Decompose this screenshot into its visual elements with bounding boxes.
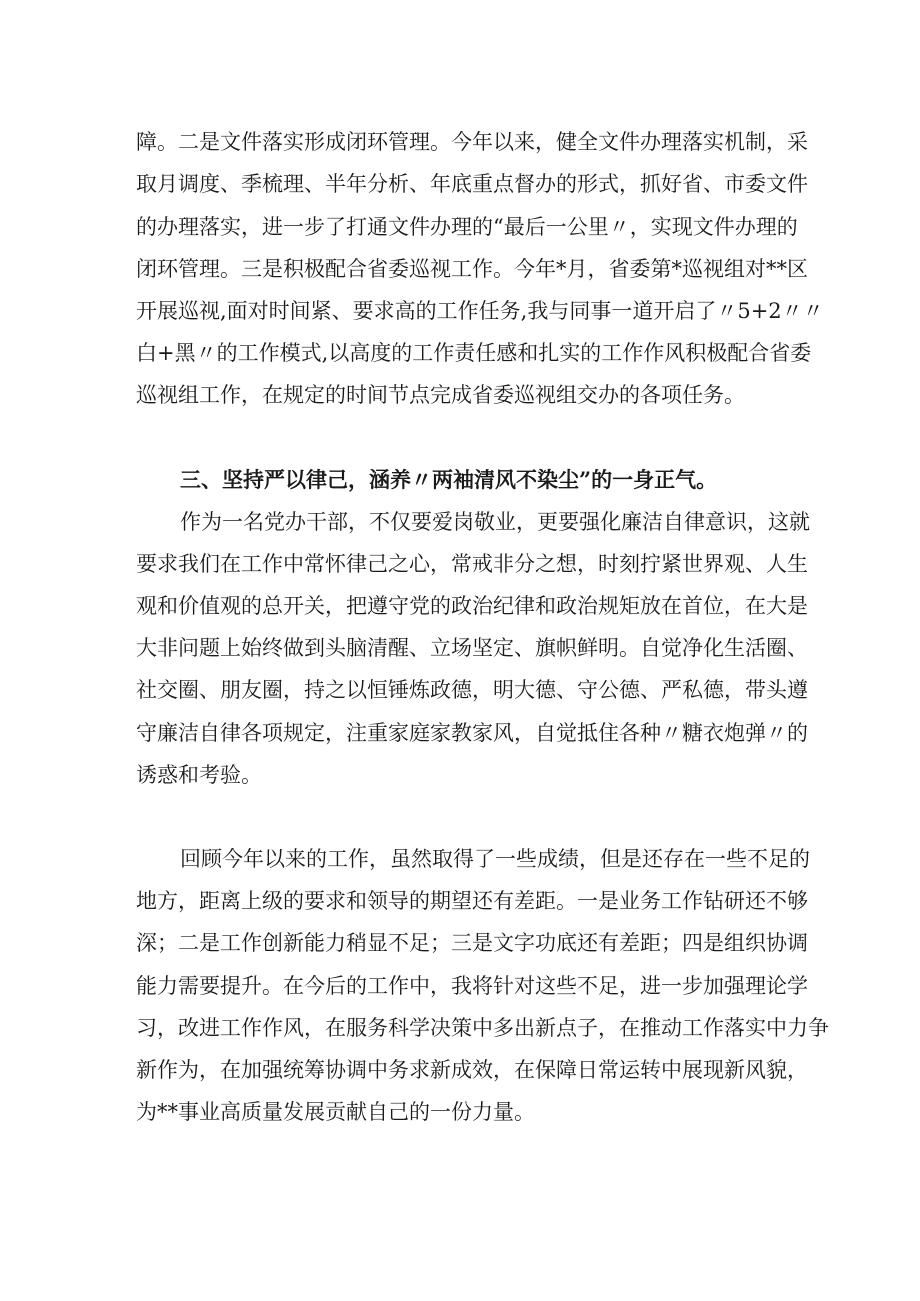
text-line: 诱惑和考验。 xyxy=(136,763,262,787)
text-line: 新作为，在加强统筹协调中务求新成效，在保障日常运转中展现新风貌， xyxy=(136,1058,808,1082)
text-line: 能力需要提升。在今后的工作中，我将针对这些不足，进一步加强理论学 xyxy=(136,974,808,998)
text-line: 地方，距离上级的要求和领导的期望还有差距。一是业务工作钻研还不够 xyxy=(136,889,808,913)
text-line: 为**事业高质量发展贡献自己的一份力量。 xyxy=(136,1100,535,1124)
paragraph-first-line: 作为一名党办干部，不仅要爱岗敬业，更要强化廉洁自律意识，这就 xyxy=(180,510,810,534)
text-line: 要求我们在工作中常怀律己之心，常戒非分之想，时刻拧紧世界观、人生 xyxy=(136,552,808,576)
text-line: 守廉洁自律各项规定，注重家庭家教家风，自觉抵住各种〃糖衣炮弹〃的 xyxy=(136,721,808,745)
text-line: 闭环管理。三是积极配合省委巡视工作。今年*月，省委第*巡视组对**区 xyxy=(136,257,808,281)
text-line: 观和价值观的总开关，把遵守党的政治纪律和政治规矩放在首位，在大是 xyxy=(136,594,808,618)
text-line: 深；二是工作创新能力稍显不足；三是文字功底还有差距；四是组织协调 xyxy=(136,931,808,955)
text-line: 习，改进工作作风，在服务科学决策中多出新点子，在推动工作落实中力争 xyxy=(136,1016,829,1040)
text-line: 取月调度、季梳理、半年分析、年底重点督办的形式，抓好省、市委文件 xyxy=(136,172,808,196)
text-line: 障。二是文件落实形成闭环管理。今年以来，健全文件办理落实机制，采 xyxy=(136,130,808,154)
text-line: 的办理落实，进一步了打通文件办理的“最后一公里〃，实现文件办理的 xyxy=(136,215,798,239)
text-line: 开展巡视,面对时间紧、要求高的工作任务,我与同事一道开启了〃5+2〃〃 xyxy=(136,299,824,323)
text-line: 大非问题上始终做到头脑清醒、立场坚定、旗帜鲜明。自觉净化生活圈、 xyxy=(136,636,808,660)
paragraph-first-line: 回顾今年以来的工作，虽然取得了一些成绩，但是还存在一些不足的 xyxy=(180,847,810,871)
text-line: 社交圈、朋友圈，持之以恒锤炼政德，明大德、守公德、严私德，带头遵 xyxy=(136,678,808,702)
text-line: 巡视组工作，在规定的时间节点完成省委巡视组交办的各项任务。 xyxy=(136,383,745,407)
section-heading: 三、坚持严以律己，涵养〃两袖清风不染尘”的一身正气。 xyxy=(180,467,718,492)
text-line: 白+黑〃的工作模式,以高度的工作责任感和扎实的工作作风积极配合省委 xyxy=(136,341,812,365)
